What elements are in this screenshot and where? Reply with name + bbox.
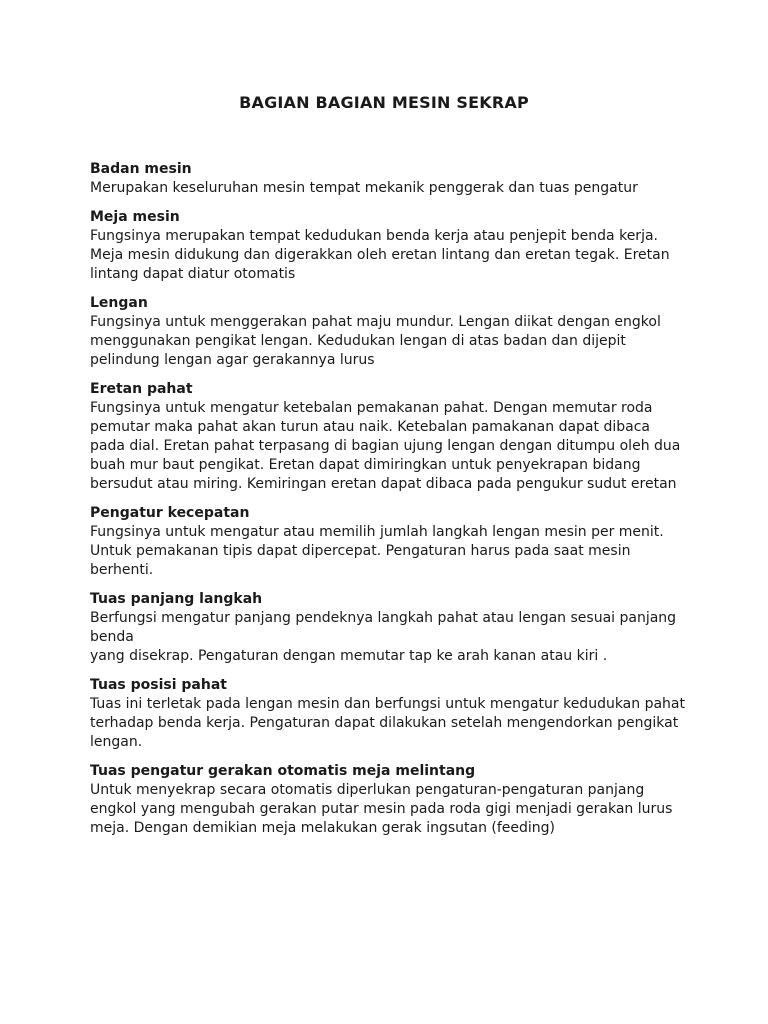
section-line: pemutar maka pahat akan turun atau naik. Ketebalan pamakanan dapat dibaca [90, 419, 650, 435]
section-line: Fungsinya untuk mengatur ketebalan pemakanan pahat. Dengan memutar roda [90, 400, 653, 416]
section-heading: Tuas panjang langkah [90, 591, 263, 607]
section-pengatur-kecepatan [90, 504, 690, 580]
section-line: Untuk pemakanan tipis dapat dipercepat. Pengaturan harus pada saat mesin [90, 543, 631, 559]
section-heading: Lengan [90, 295, 148, 311]
section-badan-mesin [90, 160, 690, 198]
section-line: lintang dapat diatur otomatis [90, 266, 296, 282]
section-tuas-posisi-pahat [90, 676, 690, 752]
section-line: pada dial. Eretan pahat terpasang di bagian ujung lengan dengan ditumpu oleh dua [90, 438, 681, 454]
section-heading: Tuas posisi pahat [90, 677, 227, 693]
section-line: Meja mesin didukung dan digerakkan oleh eretan lintang dan eretan tegak. Eretan [90, 247, 670, 263]
section-lengan [90, 294, 690, 370]
section-line: lengan. [90, 734, 143, 750]
section-line: yang disekrap. Pengaturan dengan memutar tap ke arah kanan atau kiri . [90, 648, 608, 664]
document-body [90, 160, 690, 848]
section-eretan-pahat [90, 380, 690, 494]
section-heading: Tuas pengatur gerakan otomatis meja melintang [90, 763, 476, 779]
section-heading: Eretan pahat [90, 381, 193, 397]
section-line: Berfungsi mengatur panjang pendeknya langkah pahat atau lengan sesuai panjang [90, 610, 677, 626]
section-line: meja. Dengan demikian meja melakukan gerak ingsutan (feeding) [90, 820, 556, 836]
section-line: buah mur baut pengikat. Eretan dapat dimiringkan untuk penyekrapan bidang [90, 457, 641, 473]
section-line: terhadap benda kerja. Pengaturan dapat dilakukan setelah mengendorkan pengikat [90, 715, 679, 731]
section-heading: Meja mesin [90, 209, 180, 225]
section-tuas-panjang-langkah [90, 590, 690, 666]
section-line: Tuas ini terletak pada lengan mesin dan berfungsi untuk mengatur kedudukan pahat [90, 696, 685, 712]
document-title: BAGIAN BAGIAN MESIN SEKRAP [239, 93, 529, 112]
section-heading: Badan mesin [90, 161, 192, 177]
section-line: Fungsinya untuk mengatur atau memilih jumlah langkah lengan mesin per menit. [90, 524, 664, 540]
section-line: pelindung lengan agar gerakannya lurus [90, 352, 375, 368]
section-line: menggunakan pengikat lengan. Kedudukan lengan di atas badan dan dijepit [90, 333, 626, 349]
section-tuas-pengatur-gerakan-otomatis [90, 762, 690, 838]
section-line: engkol yang mengubah gerakan putar mesin pada roda gigi menjadi gerakan lurus [90, 801, 673, 817]
section-line: Fungsinya untuk menggerakan pahat maju mundur. Lengan diikat dengan engkol [90, 314, 661, 330]
section-line: bersudut atau miring. Kemiringan eretan dapat dibaca pada pengukur sudut eretan [90, 476, 677, 492]
section-line: Untuk menyekrap secara otomatis diperlukan pengaturan-pengaturan panjang [90, 782, 645, 798]
section-line: Fungsinya merupakan tempat kedudukan benda kerja atau penjepit benda kerja. [90, 228, 658, 244]
section-meja-mesin [90, 208, 690, 284]
section-line: benda [90, 629, 134, 645]
section-line: Merupakan keseluruhan mesin tempat mekanik penggerak dan tuas pengatur [90, 180, 638, 196]
section-heading: Pengatur kecepatan [90, 505, 250, 521]
section-line: berhenti. [90, 562, 154, 578]
